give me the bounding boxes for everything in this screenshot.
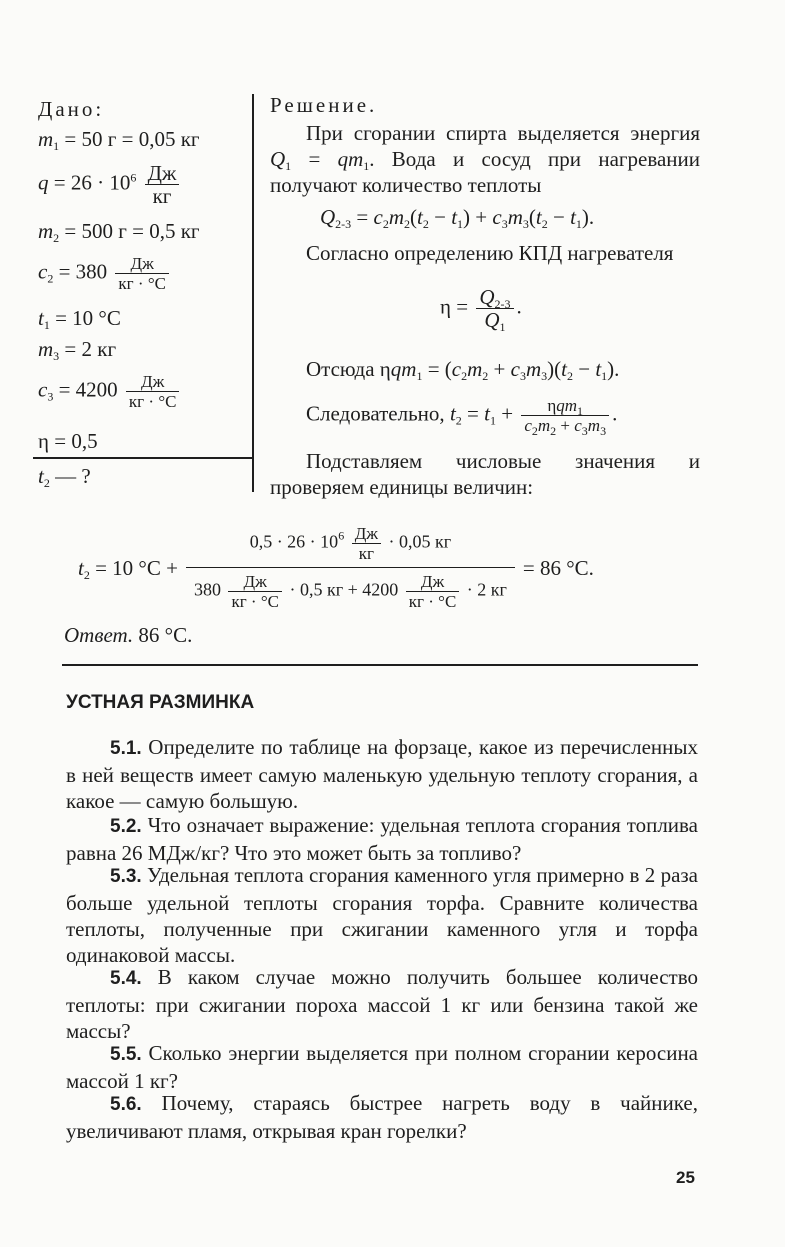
- task-text: В каком случае можно получить большее количество теплоты: при сжигании пороха массой 1 кг или бензина такой же массы?: [66, 965, 699, 1043]
- given-m2: $m_2 = 500$ г = 0,5 кг: [38, 219, 200, 245]
- given-m3: $m_3 = 2$ кг: [38, 337, 117, 363]
- answer: [64, 622, 192, 648]
- solution-eq1: $Q_{2-3} = c_2m_2(t_2 - t_1) + c_3m_3(t_2 - t_1)$.: [320, 205, 595, 231]
- answer-label: Ответ.: [64, 623, 134, 647]
- given-eta: η = 0,5: [38, 429, 98, 453]
- given-c2: $c_2 = 380$ $\frac{Дж}{кг \cdot ^\circ C}$: [38, 254, 172, 293]
- task-text: Определите по таблице на форзаце, какое из перечисленных в ней веществ имеет самую маленькую удельную теплоту сгорания, а какое — самую большую.: [66, 735, 699, 813]
- task-text: Удельная теплота сгорания каменного угля примерно в 2 раза больше удельной теплоты сгорания торфа. Сравните количества теплоты, полученные при сжигании каменного угля и торфа одинаковой массы.: [66, 863, 698, 967]
- task-number: 5.2.: [110, 816, 142, 837]
- answer-value: 86 °C.: [138, 623, 193, 647]
- solution-heading: Решение.: [270, 93, 378, 117]
- section-title: УСТНАЯ РАЗМИНКА: [66, 692, 255, 713]
- given-q: $q = 26 \cdot 10^6$ $\frac{Дж}{кг}$: [38, 162, 182, 207]
- main-equation: $t_2 = 10$ °C + $0,5 \cdot 26 \cdot 10^6$ $\frac{Дж}{кг}$ · 0,05 кг 380 $\frac{Дж}{кг \cdot ^\circ C}$ · 0,5 кг + 4200 $\frac{Дж}{кг \cdot ^\circ C}$ · 2 кг = 86 °C.: [78, 524, 594, 611]
- solution-p5: Подставляем числовые значения и проверяем единицы величин:: [270, 449, 700, 499]
- given-t1: $t_1 = 10$ °C: [38, 306, 121, 332]
- task-text: Что означает выражение: удельная теплота сгорания топлива равна 26 МДж/кг? Что это может быть за топливо?: [66, 813, 699, 865]
- task-text: Почему, стараясь быстрее нагреть воду в чайнике, увеличивают пламя, открывая кран горелки?: [66, 1091, 699, 1143]
- given-heading: Дано:: [38, 97, 105, 121]
- task-text: Сколько энергии выделяется при полном сгорании керосина массой 1 кг?: [66, 1041, 698, 1093]
- solution-p2: Согласно определению КПД нагревателя: [306, 241, 674, 265]
- solution-p3: Отсюда $\eta qm_1 = (c_2m_2 + c_3m_3)(t_2 - t_1)$.: [306, 357, 620, 383]
- task-5-5: [66, 1040, 698, 1094]
- task-5-4: [66, 964, 698, 1044]
- solution-p1: При сгорании спирта выделяется энергия $Q_1 = qm_1$. Вода и сосуд при нагревании получают количество теплоты: [270, 121, 700, 197]
- given-find: $t_2$ — ?: [38, 464, 91, 490]
- solution-p4: Следовательно, $t_2 = t_1$ + $\frac{\eta qm_1}{c_2m_2 + c_3m_3}$ .: [306, 396, 618, 438]
- task-number: 5.3.: [110, 866, 142, 887]
- page-number: 25: [676, 1168, 695, 1187]
- given-c3: $c_3 = 4200$ $\frac{Дж}{кг \cdot ^\circ C}$: [38, 372, 182, 411]
- task-number: 5.5.: [110, 1044, 142, 1065]
- solution-eq2: η = $\frac{Q_{2-3}}{Q_1}$ .: [440, 285, 522, 334]
- given-divider: [33, 457, 252, 459]
- given-solution-separator: [252, 94, 254, 492]
- task-5-1: [66, 734, 698, 814]
- task-5-2: [66, 812, 698, 866]
- task-number: 5.4.: [110, 968, 142, 989]
- section-divider: [62, 664, 698, 666]
- task-5-6: [66, 1090, 698, 1144]
- task-number: 5.6.: [110, 1094, 142, 1115]
- task-5-3: [66, 862, 698, 968]
- task-number: 5.1.: [110, 738, 142, 759]
- given-m1: $m_1 = 50$ г = 0,05 кг: [38, 127, 200, 153]
